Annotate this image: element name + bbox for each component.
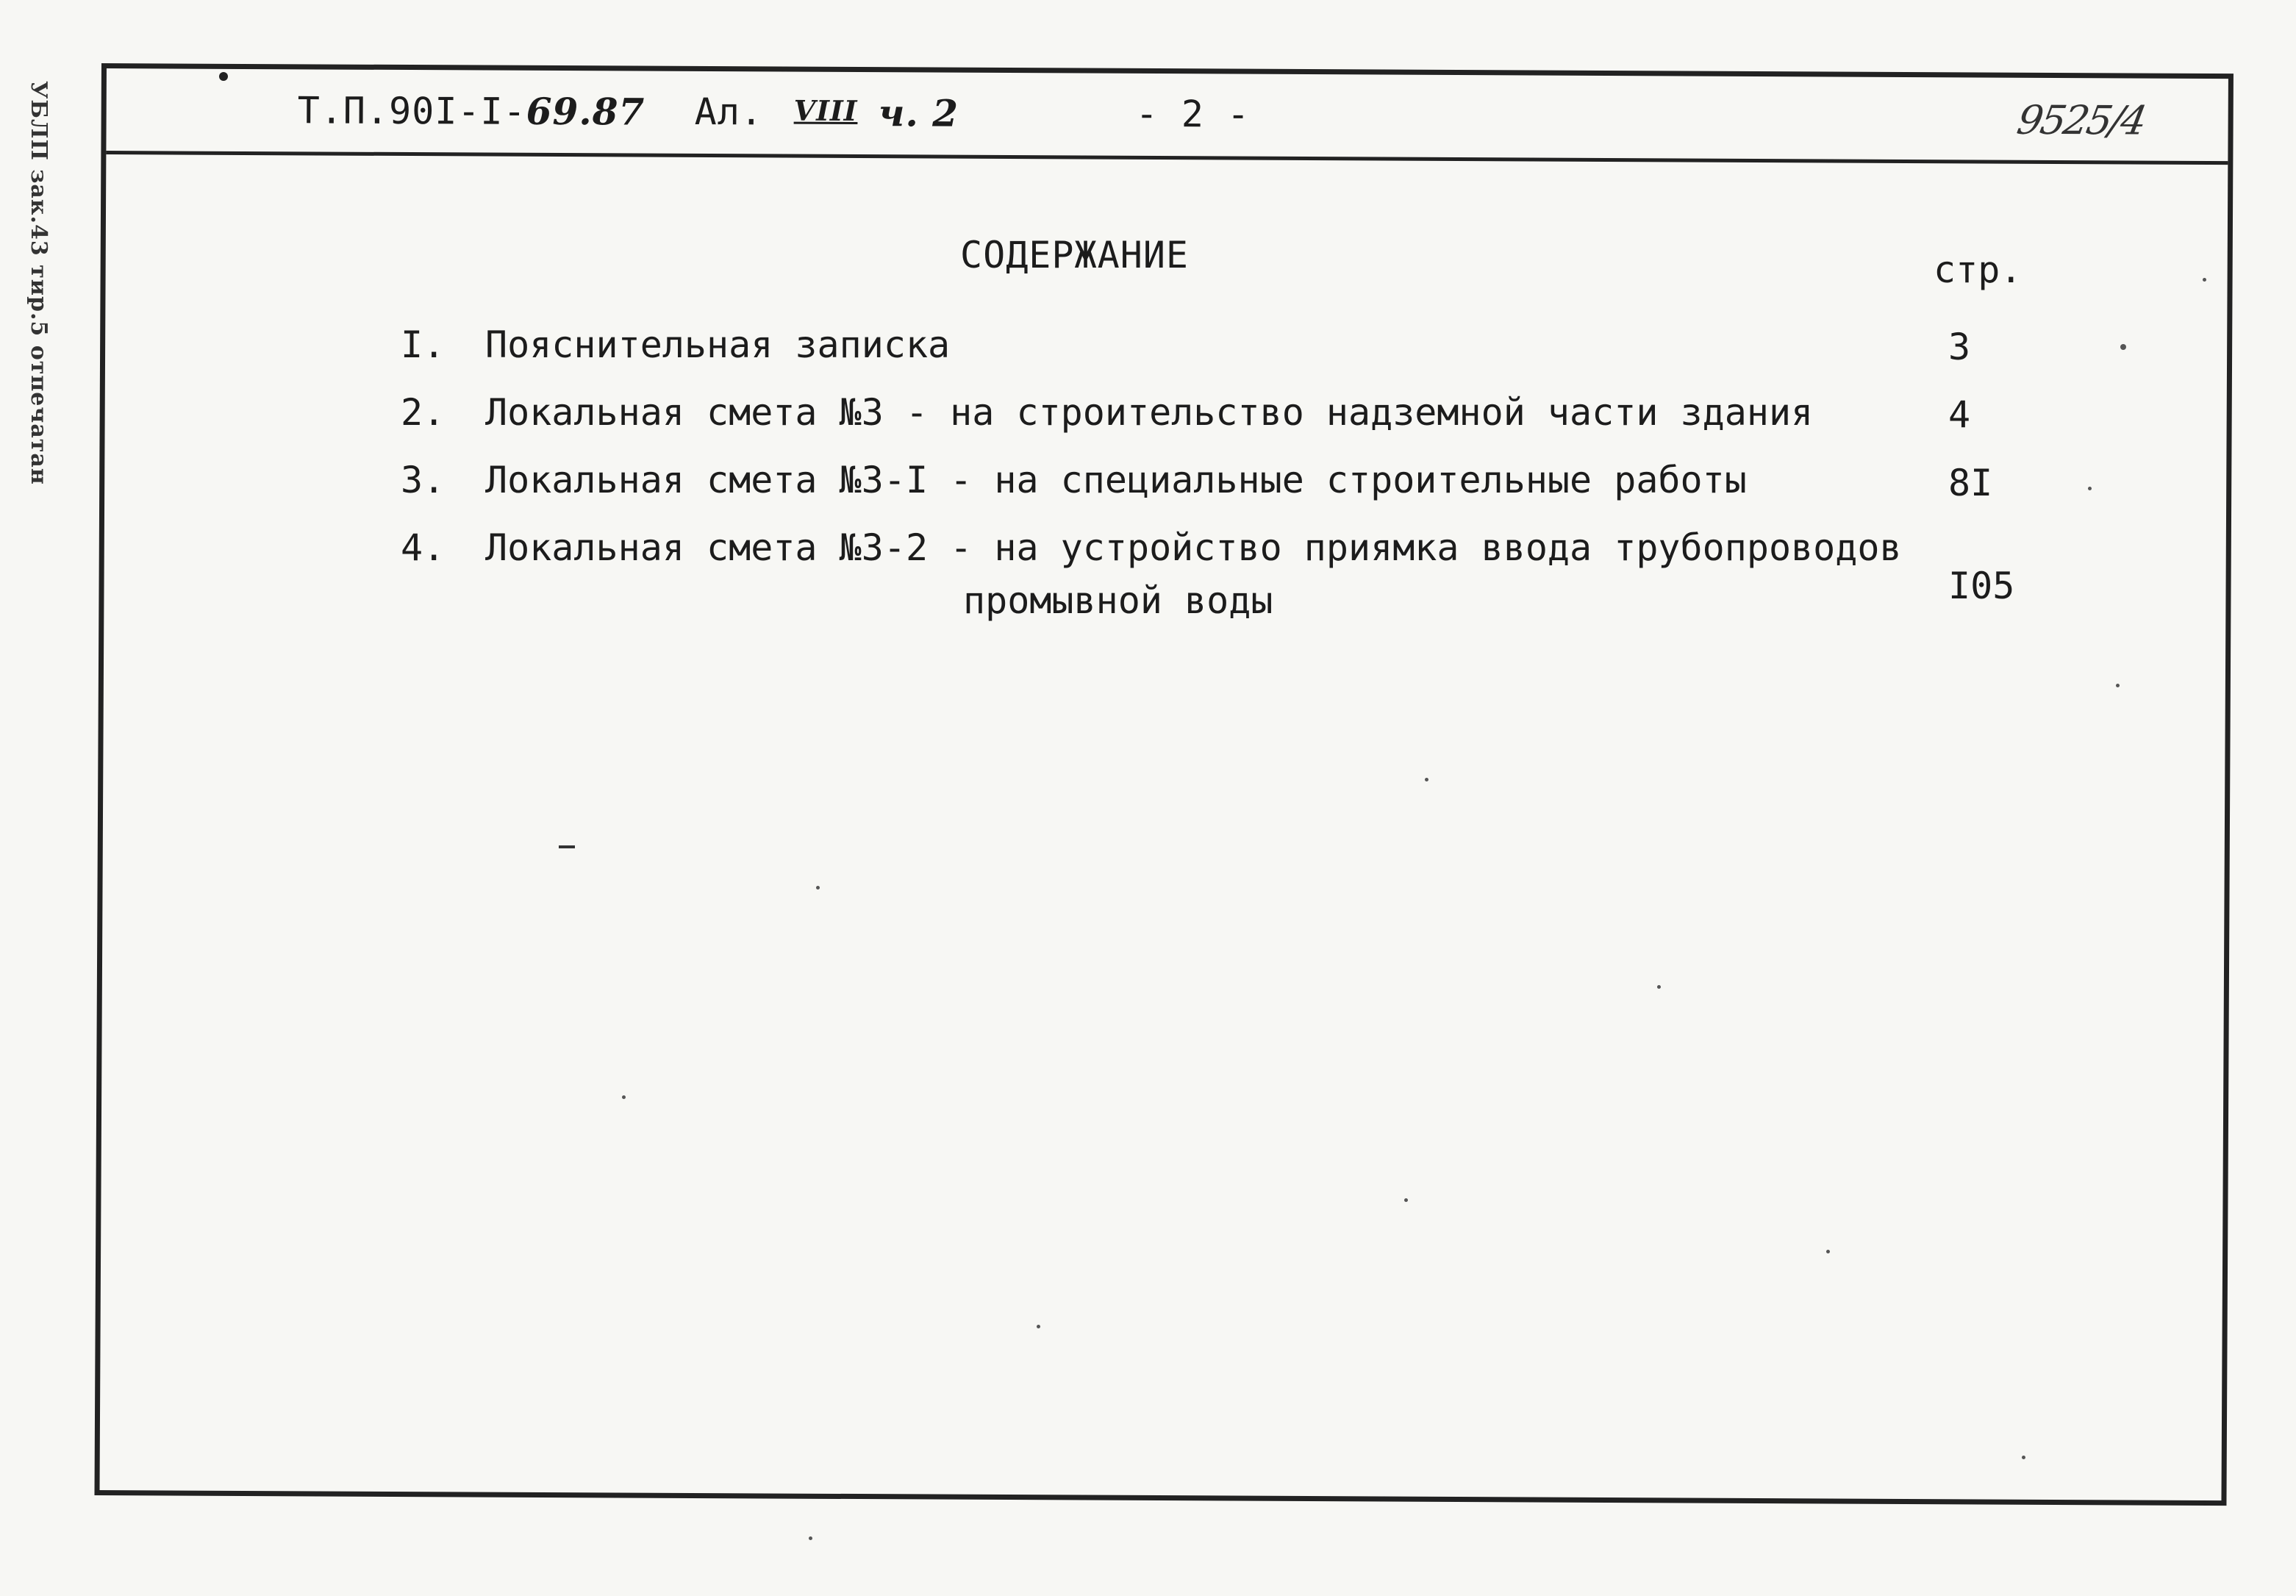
toc-item-text: Локальная смета №3-I - на специальные строительные работы xyxy=(485,459,1747,501)
album-part: ч. 2 xyxy=(878,91,959,135)
sheet-number: 9525/4 xyxy=(2013,96,2149,144)
doc-code-handwritten: 69.87 xyxy=(526,89,645,134)
scan-speck xyxy=(2022,1456,2025,1459)
scan-speck xyxy=(1037,1325,1040,1328)
toc-item-number: I. xyxy=(401,323,446,366)
scan-speck xyxy=(2088,487,2092,490)
pages-column-header: стр. xyxy=(1934,248,2023,291)
album-roman: VIII xyxy=(793,93,858,128)
scan-speck xyxy=(816,886,820,890)
toc-item-text: Локальная смета №3 - на строительство надземной части здания xyxy=(485,391,1814,434)
document-frame xyxy=(94,63,2233,1506)
scan-speck xyxy=(2116,684,2120,687)
header-strip xyxy=(106,68,2228,165)
scan-speck xyxy=(1826,1250,1830,1253)
scan-speck xyxy=(2203,278,2206,282)
scan-mark xyxy=(559,845,575,848)
doc-code xyxy=(298,88,645,133)
scan-speck xyxy=(809,1536,812,1540)
printer-stamp: УБЛП зак.43 тир.5 отпечатан xyxy=(26,81,51,485)
toc-item-number: 4. xyxy=(401,526,446,569)
toc-item-text: Локальная смета №3-2 - на устройство приямка ввода трубопроводов xyxy=(485,526,1902,569)
album-label: Ал. xyxy=(694,90,764,134)
scan-speck xyxy=(622,1095,626,1099)
toc-item-page: I05 xyxy=(1948,565,2015,607)
page-marker: - 2 - xyxy=(1135,92,1251,136)
scan-speck xyxy=(1657,985,1661,989)
scan-speck xyxy=(1404,1198,1408,1202)
toc-item-text-continuation: промывной воды xyxy=(963,579,1273,622)
scan-speck xyxy=(2120,344,2126,350)
toc-item-page: 4 xyxy=(1948,393,1971,436)
toc-item-page: 3 xyxy=(1948,326,1971,368)
doc-code-prefix: Т.П.90I-I- xyxy=(297,89,526,133)
scan-speck xyxy=(1425,778,1428,781)
toc-item-text: Пояснительная записка xyxy=(485,323,951,366)
toc-title: СОДЕРЖАНИЕ xyxy=(960,234,1190,276)
toc-item-number: 2. xyxy=(401,391,446,434)
toc-item-number: 3. xyxy=(401,459,446,501)
scan-speck xyxy=(219,72,228,81)
toc-item-page: 8I xyxy=(1948,462,1993,504)
